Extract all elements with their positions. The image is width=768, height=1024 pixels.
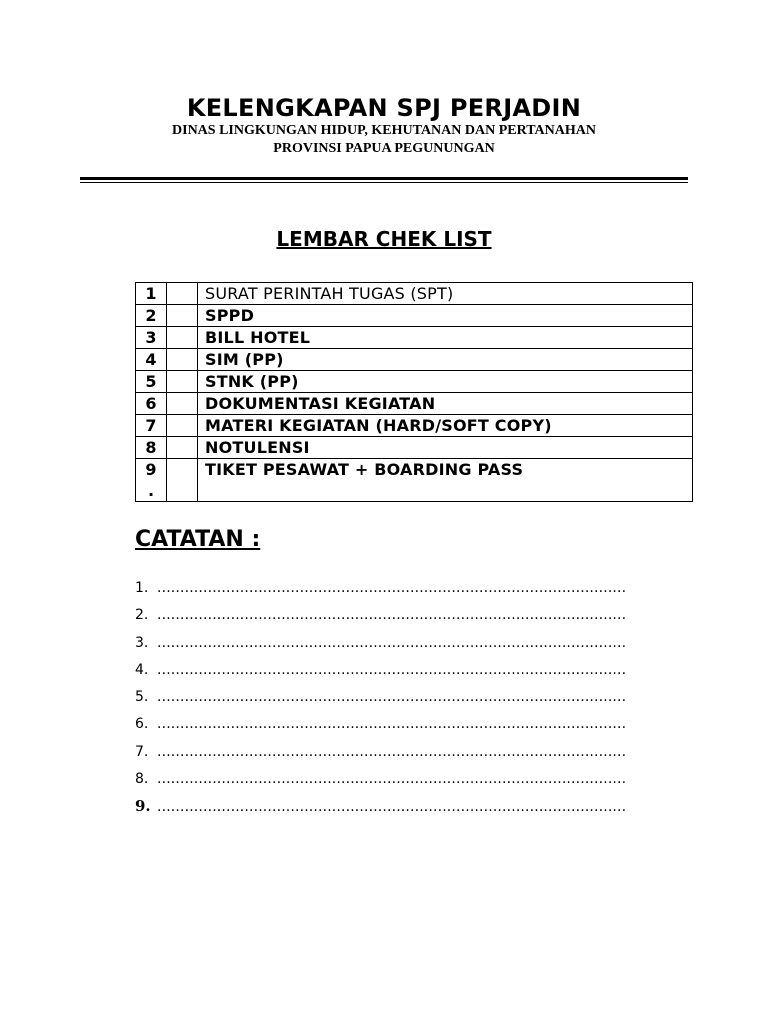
note-line[interactable] bbox=[135, 660, 695, 687]
province-name: PROVINSI PAPUA PEGUNUNGAN bbox=[273, 141, 495, 156]
note-dotted-line: ...................................................................................................... bbox=[157, 661, 627, 678]
checklist-row bbox=[136, 415, 693, 437]
checklist-row bbox=[136, 437, 693, 459]
notes-title-text: CATATAN : bbox=[135, 527, 261, 552]
note-number: 6. bbox=[135, 716, 149, 733]
checklist-item-number: 2 bbox=[136, 305, 167, 327]
checklist-item-label: MATERI KEGIATAN (HARD/SOFT COPY) bbox=[198, 415, 693, 437]
checklist-item-number: 7 bbox=[136, 415, 167, 437]
note-dotted-line: ...................................................................................................... bbox=[157, 716, 627, 733]
checklist-row bbox=[136, 371, 693, 393]
note-line[interactable] bbox=[135, 742, 695, 769]
agency-name: DINAS LINGKUNGAN HIDUP, KEHUTANAN DAN PERTANAHAN bbox=[172, 123, 596, 138]
note-dotted-line: ...................................................................................................... bbox=[157, 580, 627, 596]
checklist-row bbox=[136, 305, 693, 327]
checklist-title-text: LEMBAR CHEK LIST bbox=[276, 227, 492, 251]
checklist-checkbox-cell[interactable] bbox=[167, 283, 198, 305]
note-dotted-line: ...................................................................................................... bbox=[157, 799, 627, 816]
checklist-item-label: STNK (PP) bbox=[198, 371, 693, 393]
document-title: KELENGKAPAN SPJ PERJADIN bbox=[186, 94, 582, 122]
note-dotted-line: ...................................................................................................... bbox=[157, 689, 627, 706]
note-number: 7. bbox=[135, 743, 149, 760]
document-header bbox=[0, 94, 768, 158]
note-line[interactable] bbox=[135, 605, 695, 632]
checklist-checkbox-cell[interactable] bbox=[167, 371, 198, 393]
note-line[interactable] bbox=[135, 687, 695, 714]
checklist-checkbox-cell[interactable] bbox=[167, 459, 198, 502]
checklist-checkbox-cell[interactable] bbox=[167, 305, 198, 327]
checklist-table bbox=[135, 282, 693, 502]
notes-list bbox=[135, 578, 695, 824]
note-number: 9. bbox=[135, 797, 151, 816]
checklist-row bbox=[136, 459, 693, 502]
checklist-item-label: SURAT PERINTAH TUGAS (SPT) bbox=[198, 283, 693, 305]
checklist-row bbox=[136, 327, 693, 349]
note-number: 2. bbox=[135, 607, 149, 624]
note-number: 4. bbox=[135, 661, 149, 678]
checklist-row bbox=[136, 283, 693, 305]
note-dotted-line: ...................................................................................................... bbox=[157, 743, 627, 760]
checklist-item-number: 8 bbox=[136, 437, 167, 459]
note-number: 5. bbox=[135, 689, 149, 706]
checklist-checkbox-cell[interactable] bbox=[167, 327, 198, 349]
checklist-item-number: 4 bbox=[136, 349, 167, 371]
checklist-row bbox=[136, 393, 693, 415]
note-dotted-line: ...................................................................................................... bbox=[157, 634, 627, 651]
header-divider-thick bbox=[80, 177, 688, 180]
note-number: 3. bbox=[135, 634, 149, 651]
checklist-checkbox-cell[interactable] bbox=[167, 437, 198, 459]
checklist-row bbox=[136, 349, 693, 371]
checklist-item-number-suffix: . bbox=[147, 481, 155, 500]
note-line[interactable] bbox=[135, 769, 695, 796]
checklist-item-label: SIM (PP) bbox=[198, 349, 693, 371]
checklist-item-label: DOKUMENTASI KEGIATAN bbox=[198, 393, 693, 415]
checklist-item-label: SPPD bbox=[198, 305, 693, 327]
note-dotted-line: ...................................................................................................... bbox=[157, 607, 627, 624]
checklist-item-number: 5 bbox=[136, 371, 167, 393]
checklist-item-number-digit: 9 bbox=[145, 460, 157, 479]
note-dotted-line: ...................................................................................................... bbox=[157, 771, 627, 788]
checklist-item-number: 3 bbox=[136, 327, 167, 349]
note-line[interactable] bbox=[135, 714, 695, 741]
checklist-title bbox=[0, 226, 768, 252]
checklist-item-number: 6 bbox=[136, 393, 167, 415]
checklist-item-number bbox=[136, 459, 167, 502]
note-number: 8. bbox=[135, 771, 149, 788]
checklist-checkbox-cell[interactable] bbox=[167, 393, 198, 415]
note-line[interactable] bbox=[135, 578, 695, 605]
checklist-item-number: 1 bbox=[136, 283, 167, 305]
checklist-item-label: TIKET PESAWAT + BOARDING PASS bbox=[198, 459, 693, 502]
note-number: 1. bbox=[135, 580, 149, 596]
notes-title bbox=[135, 526, 260, 554]
note-line[interactable] bbox=[135, 796, 695, 823]
checklist-checkbox-cell[interactable] bbox=[167, 415, 198, 437]
checklist-item-label: BILL HOTEL bbox=[198, 327, 693, 349]
note-line[interactable] bbox=[135, 633, 695, 660]
checklist-checkbox-cell[interactable] bbox=[167, 349, 198, 371]
header-divider-thin bbox=[80, 182, 688, 183]
checklist-item-label: NOTULENSI bbox=[198, 437, 693, 459]
